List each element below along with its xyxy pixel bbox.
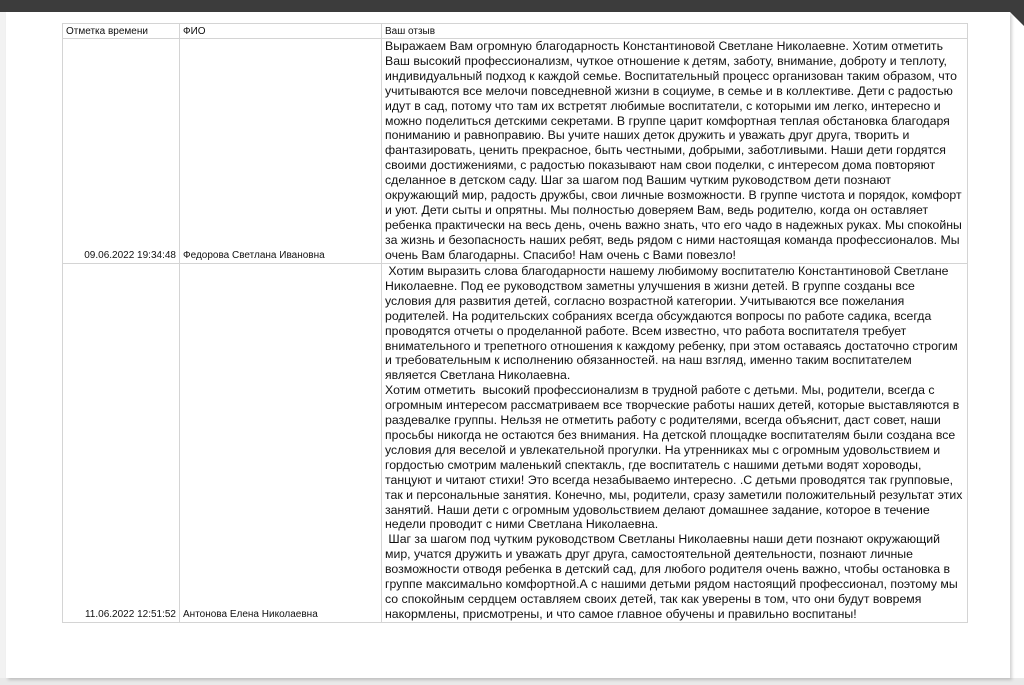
table-row [63, 39, 968, 264]
name-cell: Антонова Елена Николаевна [180, 264, 382, 623]
page-corner [1010, 12, 1024, 26]
timestamp-cell: 11.06.2022 12:51:52 [63, 264, 180, 623]
table-row [63, 264, 968, 623]
header-review: Ваш отзыв [382, 24, 968, 39]
timestamp-cell: 09.06.2022 19:34:48 [63, 39, 180, 264]
viewer-top-bar [0, 0, 1024, 12]
header-name: ФИО [180, 24, 382, 39]
header-row [63, 24, 968, 39]
reviews-table [62, 23, 968, 623]
header-timestamp: Отметка времени [63, 24, 180, 39]
review-cell: Выражаем Вам огромную благодарность Константиновой Светлане Николаевне. Хотим отметить Ваш высокий профессионализм, чуткое отношение к детям, заботу, внимание, доброту и теплоту, индивидуальный подход к каждой семье. Воспитательный процесс организован таким образом, что учитываются все мелочи повседневной жизни в социуме, в семье и в коллективе. Дети с радостью идут в сад, потому что там их встретят любимые воспитатели, с которыми им легко, интересно и можно поделиться детскими секретами. В группе царит комфортная теплая обстановка благодаря пониманию и равноправию. Вы учите наших деток дружить и уважать друг друга, творить и фантазировать, ценить прекрасное, быть честными, добрыми, заботливыми. Наши дети гордятся своими достижениями, с радостью показывают нам свои поделки, с интересом дома повторяют сделанное в детском саду. Шаг за шагом под Вашим чутким руководством дети познают окружающий мир, радость дружбы, свои личные возможности. В группе чистота и порядок, комфорт и уют. Дети сыты и опрятны. Мы полностью доверяем Вам, ведь родителю, когда он оставляет ребенка практически на весь день, очень важно знать, что его чадо в надежных руках. Мы спокойны за жизнь и безопасность наших ребят, ведь рядом с ними настоящая команда профессионалов. Мы очень Вам благодарны. Спасибо! Нам очень с Вами повезло! [382, 39, 968, 264]
review-cell: Хотим выразить слова благодарности нашему любимому воспитателю Константиновой Светлане Николаевне. Под ее руководством заметны улучшения в жизни детей. В группе созданы все условия для развития детей, согласно возрастной категории. Учитываются все пожелания родителей. На родительских собраниях всегда обсуждаются вопросы по работе садика, всегда проводятся отчеты о проделанной работе. Всем известно, что работа воспитателя требует внимательного и трепетного отношения к каждому ребенку, при этом оставаясь достаточно строгим и требовательным к исполнению обязанностей. на наш взгляд, именно таким воспитателем является Светлана Николаевна. Хотим отметить высокий профессионализм в трудной работе с детьми. Мы, родители, всегда с огромным интересом рассматриваем все творческие работы наших детей, которые выставляются в раздевалке группы. Нельзя не отметить работу с родителями, всегда объяснит, даст совет, наши просьбы никогда не остаются без внимания. На детской площадке воспитателям были создана все условия для веселой и увлекательной прогулки. На утренниках мы с огромным удовольствием и гордостью смотрим маленький спектакль, где воспитатель с нашими детьми водят хороводы, танцуют и читают стихи! Это всегда незабываемо интересно. .С детьми проводятся так групповые, так и персональные занятия. Конечно, мы, родители, сразу заметили положительный результат этих занятий. Наши дети с огромным удовольствием делают домашнее задание, которое в течение недели проводит с ними Светлана Николаевна. Шаг за шагом под чутким руководством Светланы Николаевны наши дети познают окружающий мир, учатся дружить и уважать друг друга, самостоятельной деятельности, познают личные возможности отводя ребенка в детский сад, для любого родителя очень важно, чтобы остановка в группе максимально комфортной.А с нашими детьми рядом настоящий профессионал, поэтому мы со спокойным сердцем оставляем своих детей, так как уверены в том, что они будут вовремя накормлены, присмотрены, и что самое главное обучены и правильно воспитаны! [382, 264, 968, 623]
name-cell: Федорова Светлана Ивановна [180, 39, 382, 264]
viewer-bottom-margin [0, 678, 1024, 685]
